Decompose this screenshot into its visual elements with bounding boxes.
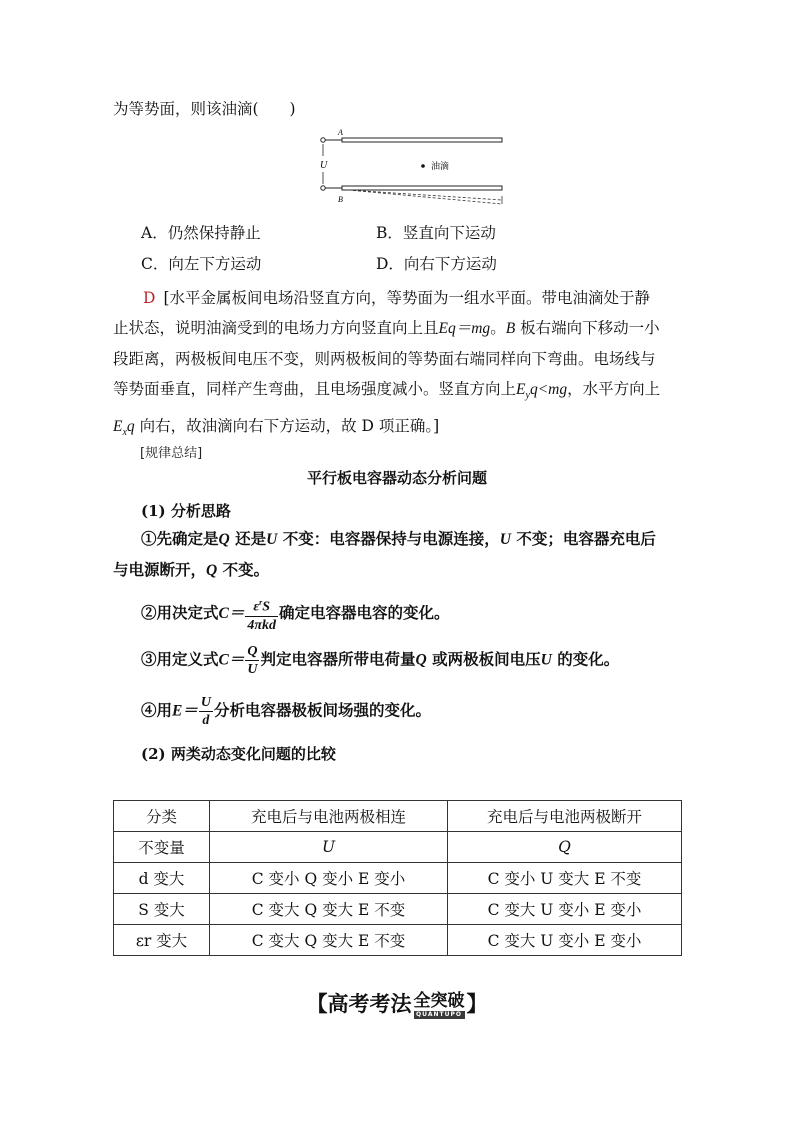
answer-line-1: D [水平金属板间电场沿竖直方向，等势面为一组水平面。带电油滴处于静	[143, 289, 650, 307]
banner-bracket-left: 【	[306, 992, 328, 1016]
step-3-fraction: $\frac{Q}{U}$	[247, 644, 258, 677]
table-header-cell: 充电后与电池两极断开	[448, 801, 682, 832]
step-2-fraction: $\frac{\varepsilon^rS}{\text{4πkd}}$	[245, 594, 278, 634]
table-header-row	[114, 801, 682, 832]
answer-line-3: 段距离，两极板间电压不变，则两极板间的等势面右端同样向下弯曲。电场线与	[113, 350, 656, 368]
terminal-a	[321, 138, 325, 142]
summary-title: 平行板电容器动态分析问题	[306, 469, 487, 487]
answer-letter: D	[143, 289, 156, 307]
plate-b	[342, 186, 502, 190]
answer-line-4: 等势面垂直，同样产生弯曲，且电场强度减小。竖直方向上$E_yq<mg$，水平方向上	[113, 380, 661, 402]
table-row	[114, 925, 682, 956]
answer-explanation	[113, 283, 683, 448]
oil-drop-label: 油滴	[431, 162, 450, 172]
table-row	[114, 863, 682, 894]
step-4: ④用E＝ $\frac{U}{d}$ 分析电容器极板间场强的变化。	[141, 695, 431, 728]
terminal-b	[321, 186, 325, 190]
table-cell: εr 变大	[114, 925, 210, 956]
answer-line-2: 止状态，说明油滴受到的电场力方向竖直向上且Eq＝mg。B 板右端向下移动一小	[113, 319, 660, 337]
capacitor-figure	[318, 126, 508, 206]
table-cell: C 变大 Q 变大 E 不变	[210, 894, 448, 925]
section-banner	[0, 988, 794, 1019]
option-d: D．向右下方运动	[376, 255, 497, 273]
plate-b-label: B	[338, 195, 343, 204]
plate-a	[342, 138, 502, 142]
plate-a-label: A	[338, 128, 343, 137]
table-cell: U	[210, 832, 448, 863]
comparison-table	[113, 800, 682, 956]
step-2: ②用决定式C＝ $\frac{\varepsilon^rS}{\text{4πkd}}$ 确定电容器电容的变化。	[141, 594, 450, 634]
plate-b-dashed-1	[348, 190, 502, 204]
table-cell: C 变小 Q 变小 E 变小	[210, 863, 448, 894]
table-cell: Q	[448, 832, 682, 863]
step-4-fraction: $\frac{U}{d}$	[200, 695, 211, 728]
option-c: C．向左下方运动	[141, 255, 262, 273]
table-cell: C 变小 U 变大 E 不变	[448, 863, 682, 894]
plate-b-dashed-2	[348, 190, 502, 200]
question-tail: 为等势面，则该油滴( )	[113, 100, 296, 118]
summary-tag: [规律总结]	[140, 446, 203, 461]
oil-drop	[421, 164, 425, 168]
step-1: ①先确定是Q 还是U 不变：电容器保持与电源连接，U 不变；电容器充电后 与电源断开，Q 不变。	[113, 529, 656, 579]
table-cell: C 变大 Q 变大 E 不变	[210, 925, 448, 956]
table-cell: 不变量	[114, 832, 210, 863]
option-b: B．竖直向下运动	[376, 224, 496, 242]
table-cell: C 变大 U 变小 E 变小	[448, 894, 682, 925]
banner-badge: 全突破 QUANTUPO	[413, 990, 465, 1018]
table-header-cell: 充电后与电池两极相连	[210, 801, 448, 832]
step-3: ③用定义式C＝ $\frac{Q}{U}$ 判定电容器所带电荷量Q 或两极板间电压U 的变化。	[141, 644, 620, 677]
banner-bracket-right: 】	[466, 992, 488, 1016]
voltage-label: U	[320, 160, 328, 171]
table-header-cell: 分类	[114, 801, 210, 832]
table-cell: C 变大 U 变小 E 变小	[448, 925, 682, 956]
table-row	[114, 832, 682, 863]
option-a: A．仍然保持静止	[141, 224, 261, 242]
answer-line-5: $E_xq$ 向右，故油滴向右下方运动，故 D 项正确。]	[113, 417, 440, 439]
section-1-heading: (1) 分析思路	[141, 502, 231, 520]
banner-title: 高考考法	[327, 992, 412, 1016]
table-cell: S 变大	[114, 894, 210, 925]
section-2-heading: (2) 两类动态变化问题的比较	[141, 745, 336, 763]
table-row	[114, 894, 682, 925]
table-cell: d 变大	[114, 863, 210, 894]
